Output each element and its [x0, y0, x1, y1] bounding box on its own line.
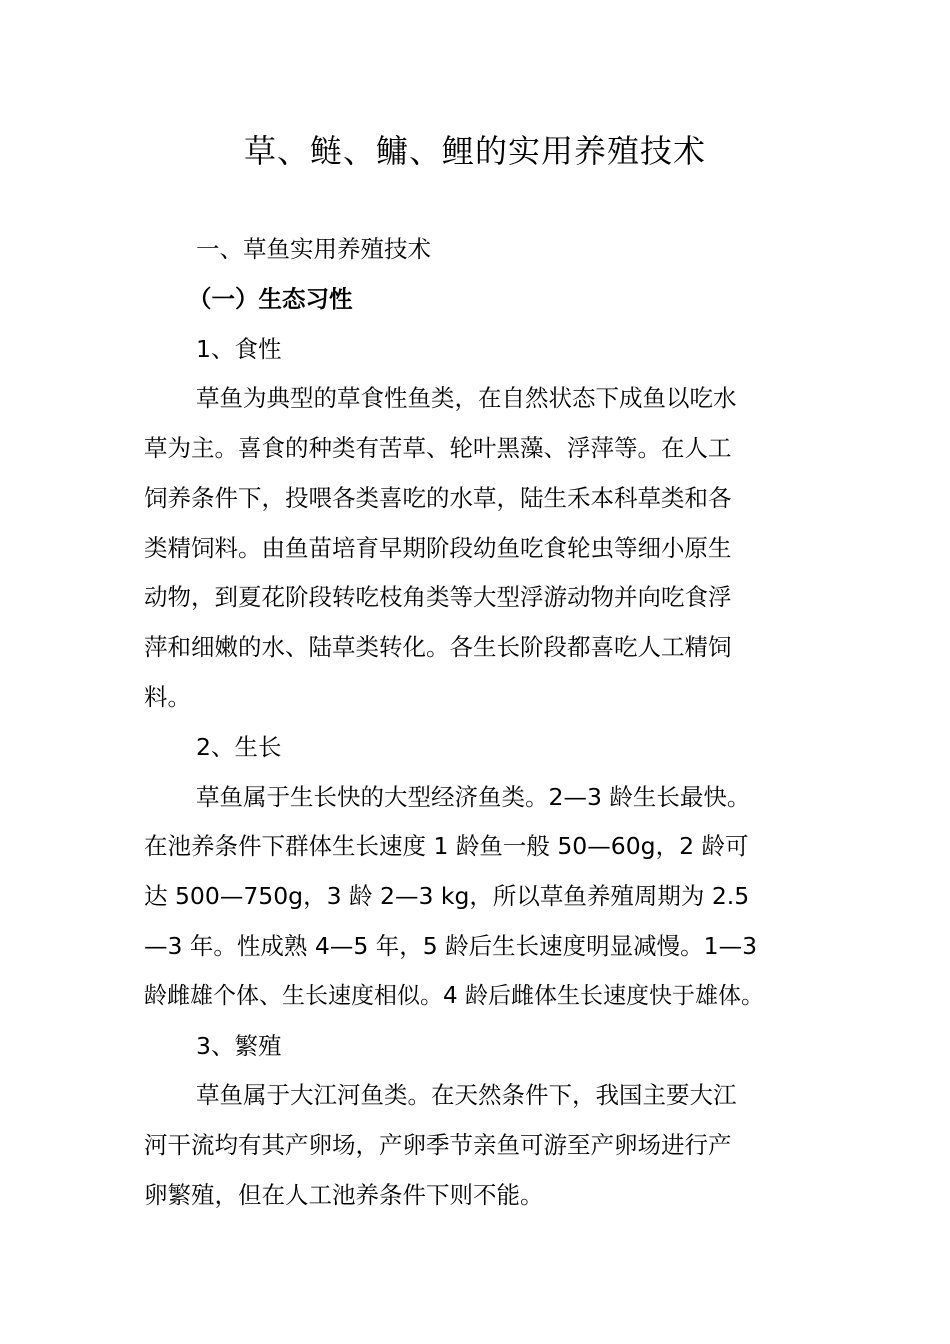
- subsection-heading: （一）生态习性: [188, 285, 353, 313]
- paragraph-line: 料。: [144, 683, 191, 711]
- paragraph-line: 萍和细嫩的水、陆草类转化。各生长阶段都喜吃人工精饲: [144, 633, 732, 661]
- paragraph-line: 龄雌雄个体、生长速度相似。4 龄后雌体生长速度快于雄体。: [144, 983, 764, 1009]
- paragraph-line: 类精饲料。由鱼苗培育早期阶段幼鱼吃食轮虫等细小原生: [144, 534, 732, 562]
- item-heading-diet: 1、食性: [196, 335, 282, 363]
- item-heading-reproduction: 3、繁殖: [196, 1032, 282, 1060]
- paragraph-line: 饲养条件下，投喂各类喜吃的水草，陆生禾本科草类和各: [144, 484, 732, 512]
- paragraph-line: 草鱼为典型的草食性鱼类，在自然状态下成鱼以吃水: [196, 384, 737, 412]
- paragraph-line: 卵繁殖，但在人工池养条件下则不能。: [144, 1181, 544, 1209]
- section-heading: 一、草鱼实用养殖技术: [196, 235, 431, 263]
- item-heading-growth: 2、生长: [196, 733, 282, 761]
- paragraph-line: 达 500—750g，3 龄 2—3 kg，所以草鱼养殖周期为 2.5: [144, 882, 750, 910]
- document-title: 草、鲢、鳙、鲤的实用养殖技术: [243, 132, 706, 170]
- paragraph-line: 在池养条件下群体生长速度 1 龄鱼一般 50—60g，2 龄可: [144, 832, 749, 860]
- paragraph-line: 草鱼属于大江河鱼类。在天然条件下，我国主要大江: [196, 1081, 737, 1109]
- paragraph-line: 动物，到夏花阶段转吃枝角类等大型浮游动物并向吃食浮: [144, 583, 732, 611]
- paragraph-line: —3 年。性成熟 4—5 年，5 龄后生长速度明显减慢。1—3: [144, 932, 758, 960]
- paragraph-line: 草鱼属于生长快的大型经济鱼类。2—3 龄生长最快。: [196, 783, 751, 811]
- paragraph-line: 河干流均有其产卵场，产卵季节亲鱼可游至产卵场进行产: [144, 1131, 732, 1159]
- paragraph-line: 草为主。喜食的种类有苦草、轮叶黑藻、浮萍等。在人工: [144, 434, 732, 462]
